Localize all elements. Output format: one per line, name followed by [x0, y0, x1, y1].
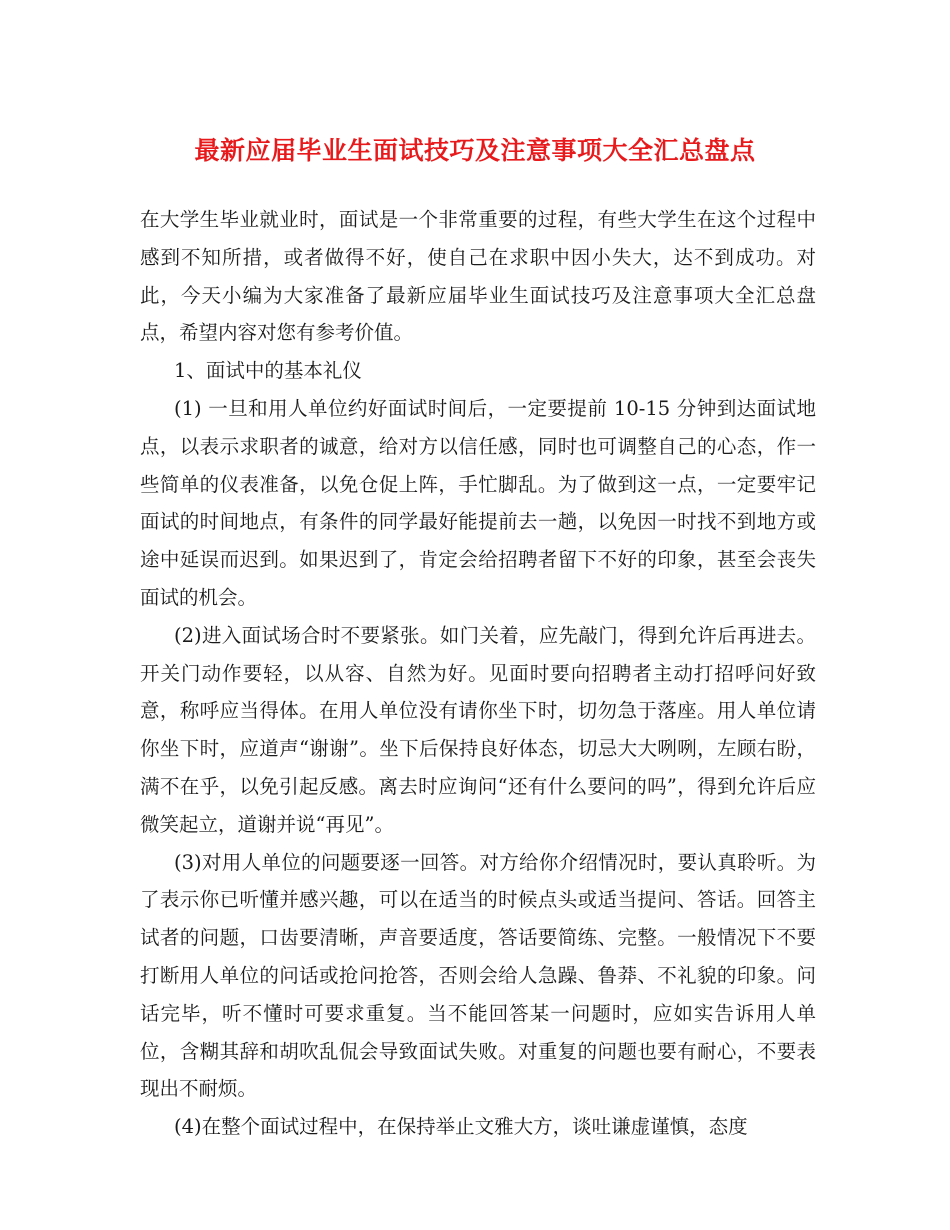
paragraph-item-3: (3)对用人单位的问题要逐一回答。对方给你介绍情况时，要认真聆听。为了表示你已听懂并感兴趣，可以在适当的时候点头或适当提问、答话。回答主试者的问题，口齿要清晰，声音要适度，答话要简练、完整。一般情况下不要打断用人单位的问话或抢问抢答，否则会给人急躁、鲁莽、不礼貌的印象。问话完毕，听不懂时可要求重复。当不能回答某一问题时，应如实告诉用人单位，含糊其辞和胡吹乱侃会导致面试失败。对重复的问题也要有耐心，不要表现出不耐烦。	[140, 850, 816, 1101]
paragraph-item-1: (1) 一旦和用人单位约好面试时间后，一定要提前 10-15 分钟到达面试地点，以表示求职者的诚意，给对方以信任感，同时也可调整自己的心态，作一些简单的仪表准备，以免仓促上阵，手忙脚乱。为了做到这一点，一定要牢记面试的时间地点，有条件的同学最好能提前去一趟，以免因一时找不到地方或途中延误而迟到。如果迟到了，肯定会给招聘者留下不好的印象，甚至会丧失面试的机会。	[140, 396, 816, 609]
intro-paragraph: 在大学生毕业就业时，面试是一个非常重要的过程，有些大学生在这个过程中感到不知所措，或者做得不好，使自己在求职中因小失大，达不到成功。对此，今天小编为大家准备了最新应届毕业生面试技巧及注意事项大全汇总盘点，希望内容对您有参考价值。	[140, 208, 816, 345]
paragraph-item-2: (2)进入面试场合时不要紧张。如门关着，应先敲门，得到允许后再进去。开关门动作要轻，以从容、自然为好。见面时要向招聘者主动打招呼问好致意，称呼应当得体。在用人单位没有请你坐下时，切勿急于落座。用人单位请你坐下时，应道声“谢谢”。坐下后保持良好体态，切忌大大咧咧，左顾右盼，满不在乎，以免引起反感。离去时应询问“还有什么要问的吗”，得到允许后应微笑起立，道谢并说“再见”。	[140, 623, 816, 836]
document-title: 最新应届毕业生面试技巧及注意事项大全汇总盘点	[194, 136, 756, 165]
paragraph-item-4: (4)在整个面试过程中，在保持举止文雅大方，谈吐谦虚谨慎，态度	[174, 1115, 748, 1139]
section-heading: 1、面试中的基本礼仪	[174, 359, 362, 383]
document-body	[140, 201, 816, 1146]
